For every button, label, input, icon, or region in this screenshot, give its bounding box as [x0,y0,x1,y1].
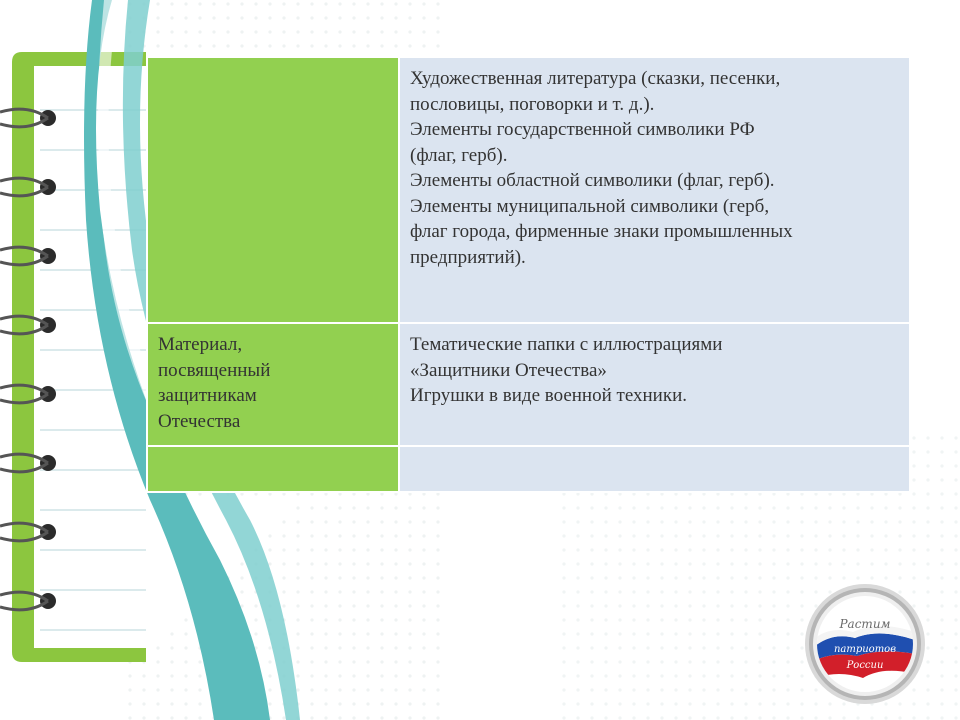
table-cell-right [399,323,910,446]
table-row [147,57,910,323]
cell-text-line: «Защитники Отечества» [410,359,607,381]
content-table [146,56,911,493]
cell-text-line: пословицы, поговорки и т. д.). [410,93,655,115]
table-cell-right [399,446,910,492]
cell-text-line: флаг города, фирменные знаки промышленных [410,221,793,242]
logo-text: России [846,660,884,671]
cell-text-line: Художественная литература (сказки, песенки, [410,68,781,89]
cell-text-line: Элементы государственной символики РФ [410,119,755,140]
cell-text-line: предприятий). [410,246,526,268]
table-row [147,323,910,446]
cell-text-line: Элементы областной символики (флаг, герб). [410,170,775,191]
cell-text-line: Тематические папки с иллюстрациями [410,334,723,355]
table-cell-right [399,57,910,323]
cell-text-line: Материал, [158,334,243,355]
table-row [147,446,910,492]
logo-text: Растим [839,617,891,631]
patriots-logo [803,582,927,706]
cell-text-line: (флаг, герб). [410,144,508,166]
cell-text-line: Элементы муниципальной символики (герб, [410,195,770,217]
cell-text-line: защитникам [158,385,257,406]
table-cell-left [147,446,399,492]
logo-text: патриотов [833,644,897,655]
cell-text-line: Отечества [158,410,241,432]
table-cell-left [147,57,399,323]
table-cell-left [147,323,399,446]
cell-text-line: Игрушки в виде военной техники. [410,385,687,406]
cell-text-line: посвященный [158,359,271,381]
